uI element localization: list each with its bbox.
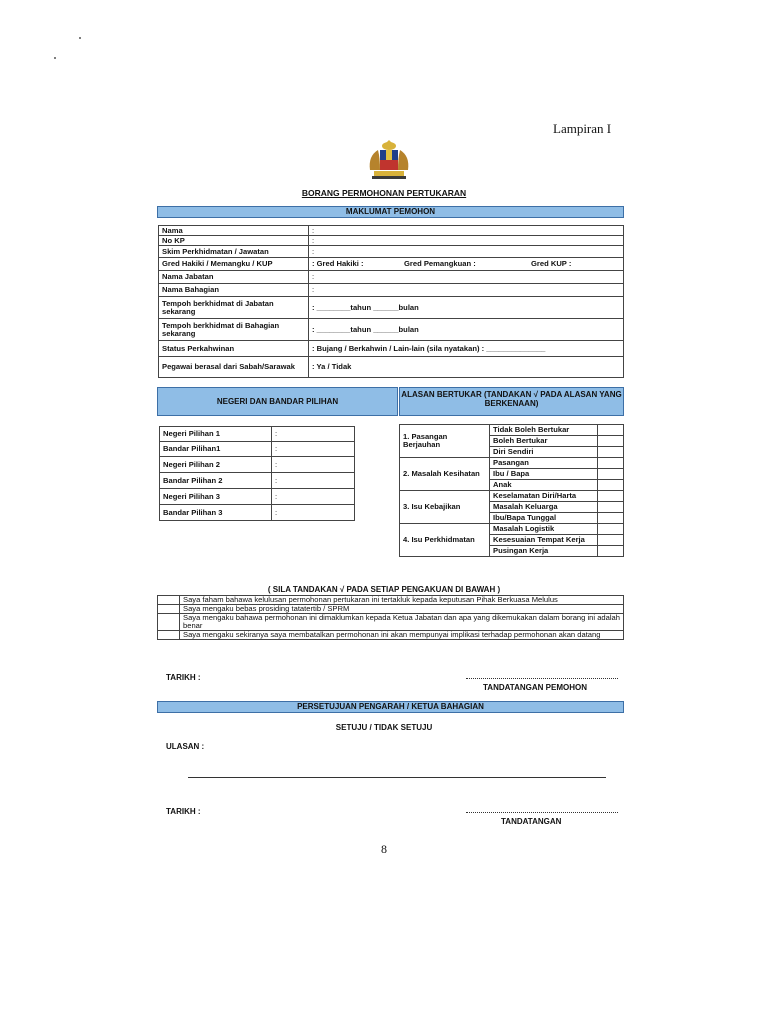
ulasan-label: ULASAN : [166, 742, 205, 751]
reason-checkbox[interactable] [598, 535, 624, 546]
table-row [159, 271, 624, 284]
field-value[interactable]: : Bujang / Berkahwin / Lain-lain (sila nyatakan) : ______________ [309, 341, 624, 357]
reason-group-label: 3. Isu Kebajikan [400, 491, 490, 524]
choice-label: Bandar Pilihan 2 [160, 473, 272, 489]
reason-checkbox[interactable] [598, 513, 624, 524]
table-row [159, 258, 624, 271]
field-value[interactable]: : ________tahun ______bulan [309, 319, 624, 341]
reason-checkbox[interactable] [598, 491, 624, 502]
reason-item: Anak [490, 480, 598, 491]
reason-item: Diri Sendiri [490, 447, 598, 458]
table-row [160, 427, 355, 442]
reason-checkbox[interactable] [598, 447, 624, 458]
field-label: Nama Jabatan [159, 271, 309, 284]
form-title: BORANG PERMOHONAN PERTUKARAN [301, 188, 467, 198]
choice-value[interactable]: : [272, 505, 355, 521]
reason-checkbox[interactable] [598, 436, 624, 447]
tarikh-label: TARIKH : [166, 673, 201, 682]
table-row [159, 246, 624, 258]
reason-checkbox[interactable] [598, 524, 624, 535]
reason-item: Masalah Logistik [490, 524, 598, 535]
field-value[interactable]: : Ya / Tidak [309, 357, 624, 378]
signature-line[interactable] [466, 672, 618, 679]
table-row [160, 442, 355, 457]
lampiran-label: Lampiran I [553, 121, 612, 136]
table-row [159, 284, 624, 297]
choice-label: Bandar Pilihan 3 [160, 505, 272, 521]
table-row [400, 524, 624, 535]
approval-section-header: PERSETUJUAN PENGARAH / KETUA BAHAGIAN [157, 701, 624, 713]
reason-checkbox[interactable] [598, 480, 624, 491]
choice-section-header: NEGERI DAN BANDAR PILIHAN [157, 387, 398, 416]
table-row [160, 457, 355, 473]
reason-item: Pasangan [490, 458, 598, 469]
field-label: Gred Hakiki / Memangku / KUP [159, 258, 309, 271]
approval-signature-line[interactable] [466, 806, 618, 813]
choice-label: Negeri Pilihan 2 [160, 457, 272, 473]
applicant-signature-label: TANDATANGAN PEMOHON [483, 683, 587, 692]
reason-item: Keselamatan Diri/Harta [490, 491, 598, 502]
field-value[interactable]: : [309, 246, 624, 258]
declaration-text: Saya mengaku sekiranya saya membatalkan permohonan ini akan mempunyai implikasi terhadap permohonan akan datang [180, 630, 624, 639]
choice-label: Bandar Pilihan1 [160, 442, 272, 457]
table-row [159, 319, 624, 341]
reason-group-label: 1. Pasangan Berjauhan [400, 425, 490, 458]
reason-checkbox[interactable] [598, 458, 624, 469]
choice-value[interactable]: : [272, 442, 355, 457]
field-value[interactable]: : [309, 226, 624, 236]
reason-checkbox[interactable] [598, 546, 624, 557]
table-row [160, 505, 355, 521]
reason-group-label: 4. Isu Perkhidmatan [400, 524, 490, 557]
reason-item: Ibu/Bapa Tunggal [490, 513, 598, 524]
gred-pemangkuan-label: Gred Pemangkuan : [404, 259, 476, 269]
setuju-options[interactable]: SETUJU / TIDAK SETUJU [335, 723, 433, 732]
table-row [400, 458, 624, 469]
field-label: Tempoh berkhidmat di Bahagian sekarang [159, 319, 309, 341]
table-row [159, 297, 624, 319]
coat-of-arms-icon [364, 140, 414, 182]
choice-label: Negeri Pilihan 1 [160, 427, 272, 442]
table-row [160, 489, 355, 505]
field-label: Nama Bahagian [159, 284, 309, 297]
reason-item: Boleh Bertukar [490, 436, 598, 447]
reason-group-label: 2. Masalah Kesihatan [400, 458, 490, 491]
choice-value[interactable]: : [272, 489, 355, 505]
reason-checkbox[interactable] [598, 425, 624, 436]
declaration-checkbox[interactable] [158, 596, 180, 605]
choice-label: Negeri Pilihan 3 [160, 489, 272, 505]
declaration-text: Saya mengaku bahawa permohonan ini dimaklumkan kepada Ketua Jabatan dan apa yang dikemukakan dalam borang ini adalah benar [180, 613, 624, 630]
field-label: Nama [159, 226, 309, 236]
field-value[interactable]: : ________tahun ______bulan [309, 297, 624, 319]
choice-value[interactable]: : [272, 457, 355, 473]
table-row [159, 236, 624, 246]
ulasan-line[interactable] [188, 777, 606, 778]
reasons-table [399, 424, 624, 557]
table-row [159, 341, 624, 357]
reason-item: Kesesuaian Tempat Kerja [490, 535, 598, 546]
field-label: No KP [159, 236, 309, 246]
reason-item: Tidak Boleh Bertukar [490, 425, 598, 436]
declarations-title: ( SILA TANDAKAN √ PADA SETIAP PENGAKUAN DI BAWAH ) [267, 585, 501, 594]
declaration-checkbox[interactable] [158, 630, 180, 639]
reason-checkbox[interactable] [598, 469, 624, 480]
table-row [400, 491, 624, 502]
reason-item: Pusingan Kerja [490, 546, 598, 557]
applicant-table [158, 225, 624, 378]
reason-item: Ibu / Bapa [490, 469, 598, 480]
declaration-checkbox[interactable] [158, 604, 180, 613]
gred-field[interactable] [309, 258, 624, 271]
applicant-section-header: MAKLUMAT PEMOHON [157, 206, 624, 218]
field-value[interactable]: : [309, 284, 624, 297]
reason-checkbox[interactable] [598, 502, 624, 513]
choice-value[interactable]: : [272, 473, 355, 489]
tarikh-label: TARIKH : [166, 807, 201, 816]
gred-hakiki-label: : Gred Hakiki : [312, 259, 364, 269]
choice-table [159, 426, 355, 521]
declarations-table [157, 595, 624, 640]
field-label: Tempoh berkhidmat di Jabatan sekarang [159, 297, 309, 319]
table-row [160, 473, 355, 489]
reason-item: Masalah Keluarga [490, 502, 598, 513]
table-row [158, 613, 624, 630]
field-value[interactable]: : [309, 236, 624, 246]
declaration-text: Saya mengaku bebas prosiding tatatertib / SPRM [180, 604, 624, 613]
field-label: Pegawai berasal dari Sabah/Sarawak [159, 357, 309, 378]
table-row [159, 357, 624, 378]
declaration-text: Saya faham bahawa kelulusan permohonan pertukaran ini tertakluk kepada keputusan Pihak Berkuasa Melulus [180, 596, 624, 605]
reasons-section-header: ALASAN BERTUKAR (TANDAKAN √ PADA ALASAN YANG BERKENAAN) [399, 387, 624, 416]
table-row [400, 425, 624, 436]
choice-value[interactable]: : [272, 427, 355, 442]
field-label: Skim Perkhidmatan / Jawatan [159, 246, 309, 258]
field-value[interactable]: : [309, 271, 624, 284]
approval-signature-label: TANDATANGAN [501, 817, 562, 826]
table-row [159, 226, 624, 236]
gred-kup-label: Gred KUP : [531, 259, 572, 269]
page-number: 8 [381, 842, 387, 856]
table-row [158, 630, 624, 639]
field-label: Status Perkahwinan [159, 341, 309, 357]
declaration-checkbox[interactable] [158, 613, 180, 630]
